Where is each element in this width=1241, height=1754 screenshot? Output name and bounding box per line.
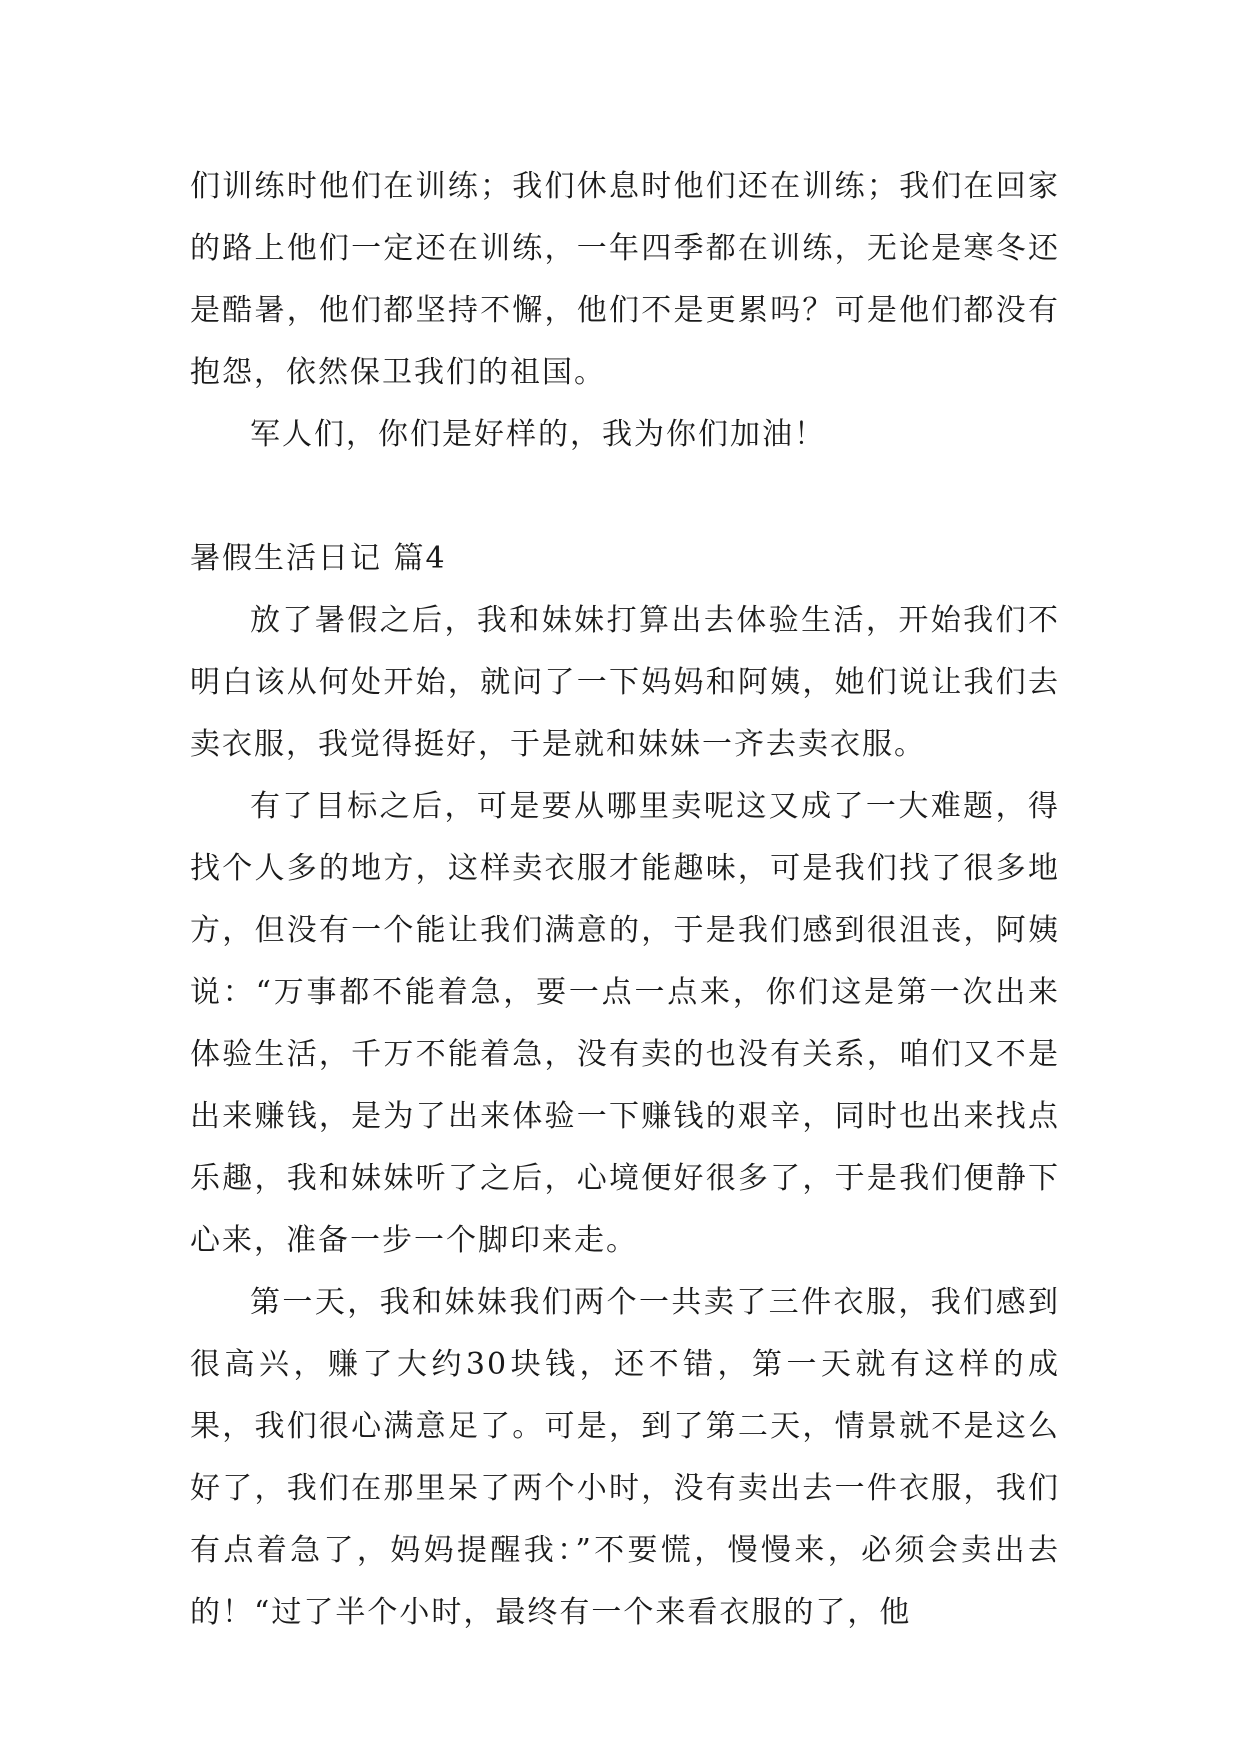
paragraph-continued: 们训练时他们在训练；我们休息时他们还在训练；我们在回家的路上他们一定还在训练，一年四季都在训练，无论是寒冬还是酷暑，他们都坚持不懈，他们不是更累吗？可是他们都没有抱怨，依然保卫我们的祖国。: [190, 169, 1060, 390]
section-title: 暑假生活日记 篇4: [190, 541, 447, 576]
paragraph-3: 第一天，我和妹妹我们两个一共卖了三件衣服，我们感到很高兴，赚了大约30块钱，还不错，第一天就有这样的成果，我们很心满意足了。可是，到了第二天，情景就不是这么好了，我们在那里呆了两个小时，没有卖出去一件衣服，我们有点着急了，妈妈提醒我：”不要慌，慢慢来，必须会卖出去的！“过了半个小时，最终有一个来看衣服的了，他: [190, 1285, 1060, 1630]
document-body: [190, 156, 1060, 1644]
paragraph-2: 有了目标之后，可是要从哪里卖呢这又成了一大难题，得找个人多的地方，这样卖衣服才能趣味，可是我们找了很多地方，但没有一个能让我们满意的，于是我们感到很沮丧，阿姨说：“万事都不能着急，要一点一点来，你们这是第一次出来体验生活，千万不能着急，没有卖的也没有关系，咱们又不是出来赚钱，是为了出来体验一下赚钱的艰辛，同时也出来找点乐趣，我和妹妹听了之后，心境便好很多了，于是我们便静下心来，准备一步一个脚印来走。: [190, 789, 1060, 1258]
paragraph-1: 放了暑假之后，我和妹妹打算出去体验生活，开始我们不明白该从何处开始，就问了一下妈妈和阿姨，她们说让我们去卖衣服，我觉得挺好，于是就和妹妹一齐去卖衣服。: [190, 603, 1060, 762]
paragraph-cheer: 军人们，你们是好样的，我为你们加油！: [250, 417, 826, 452]
section-spacer: [190, 466, 1060, 528]
